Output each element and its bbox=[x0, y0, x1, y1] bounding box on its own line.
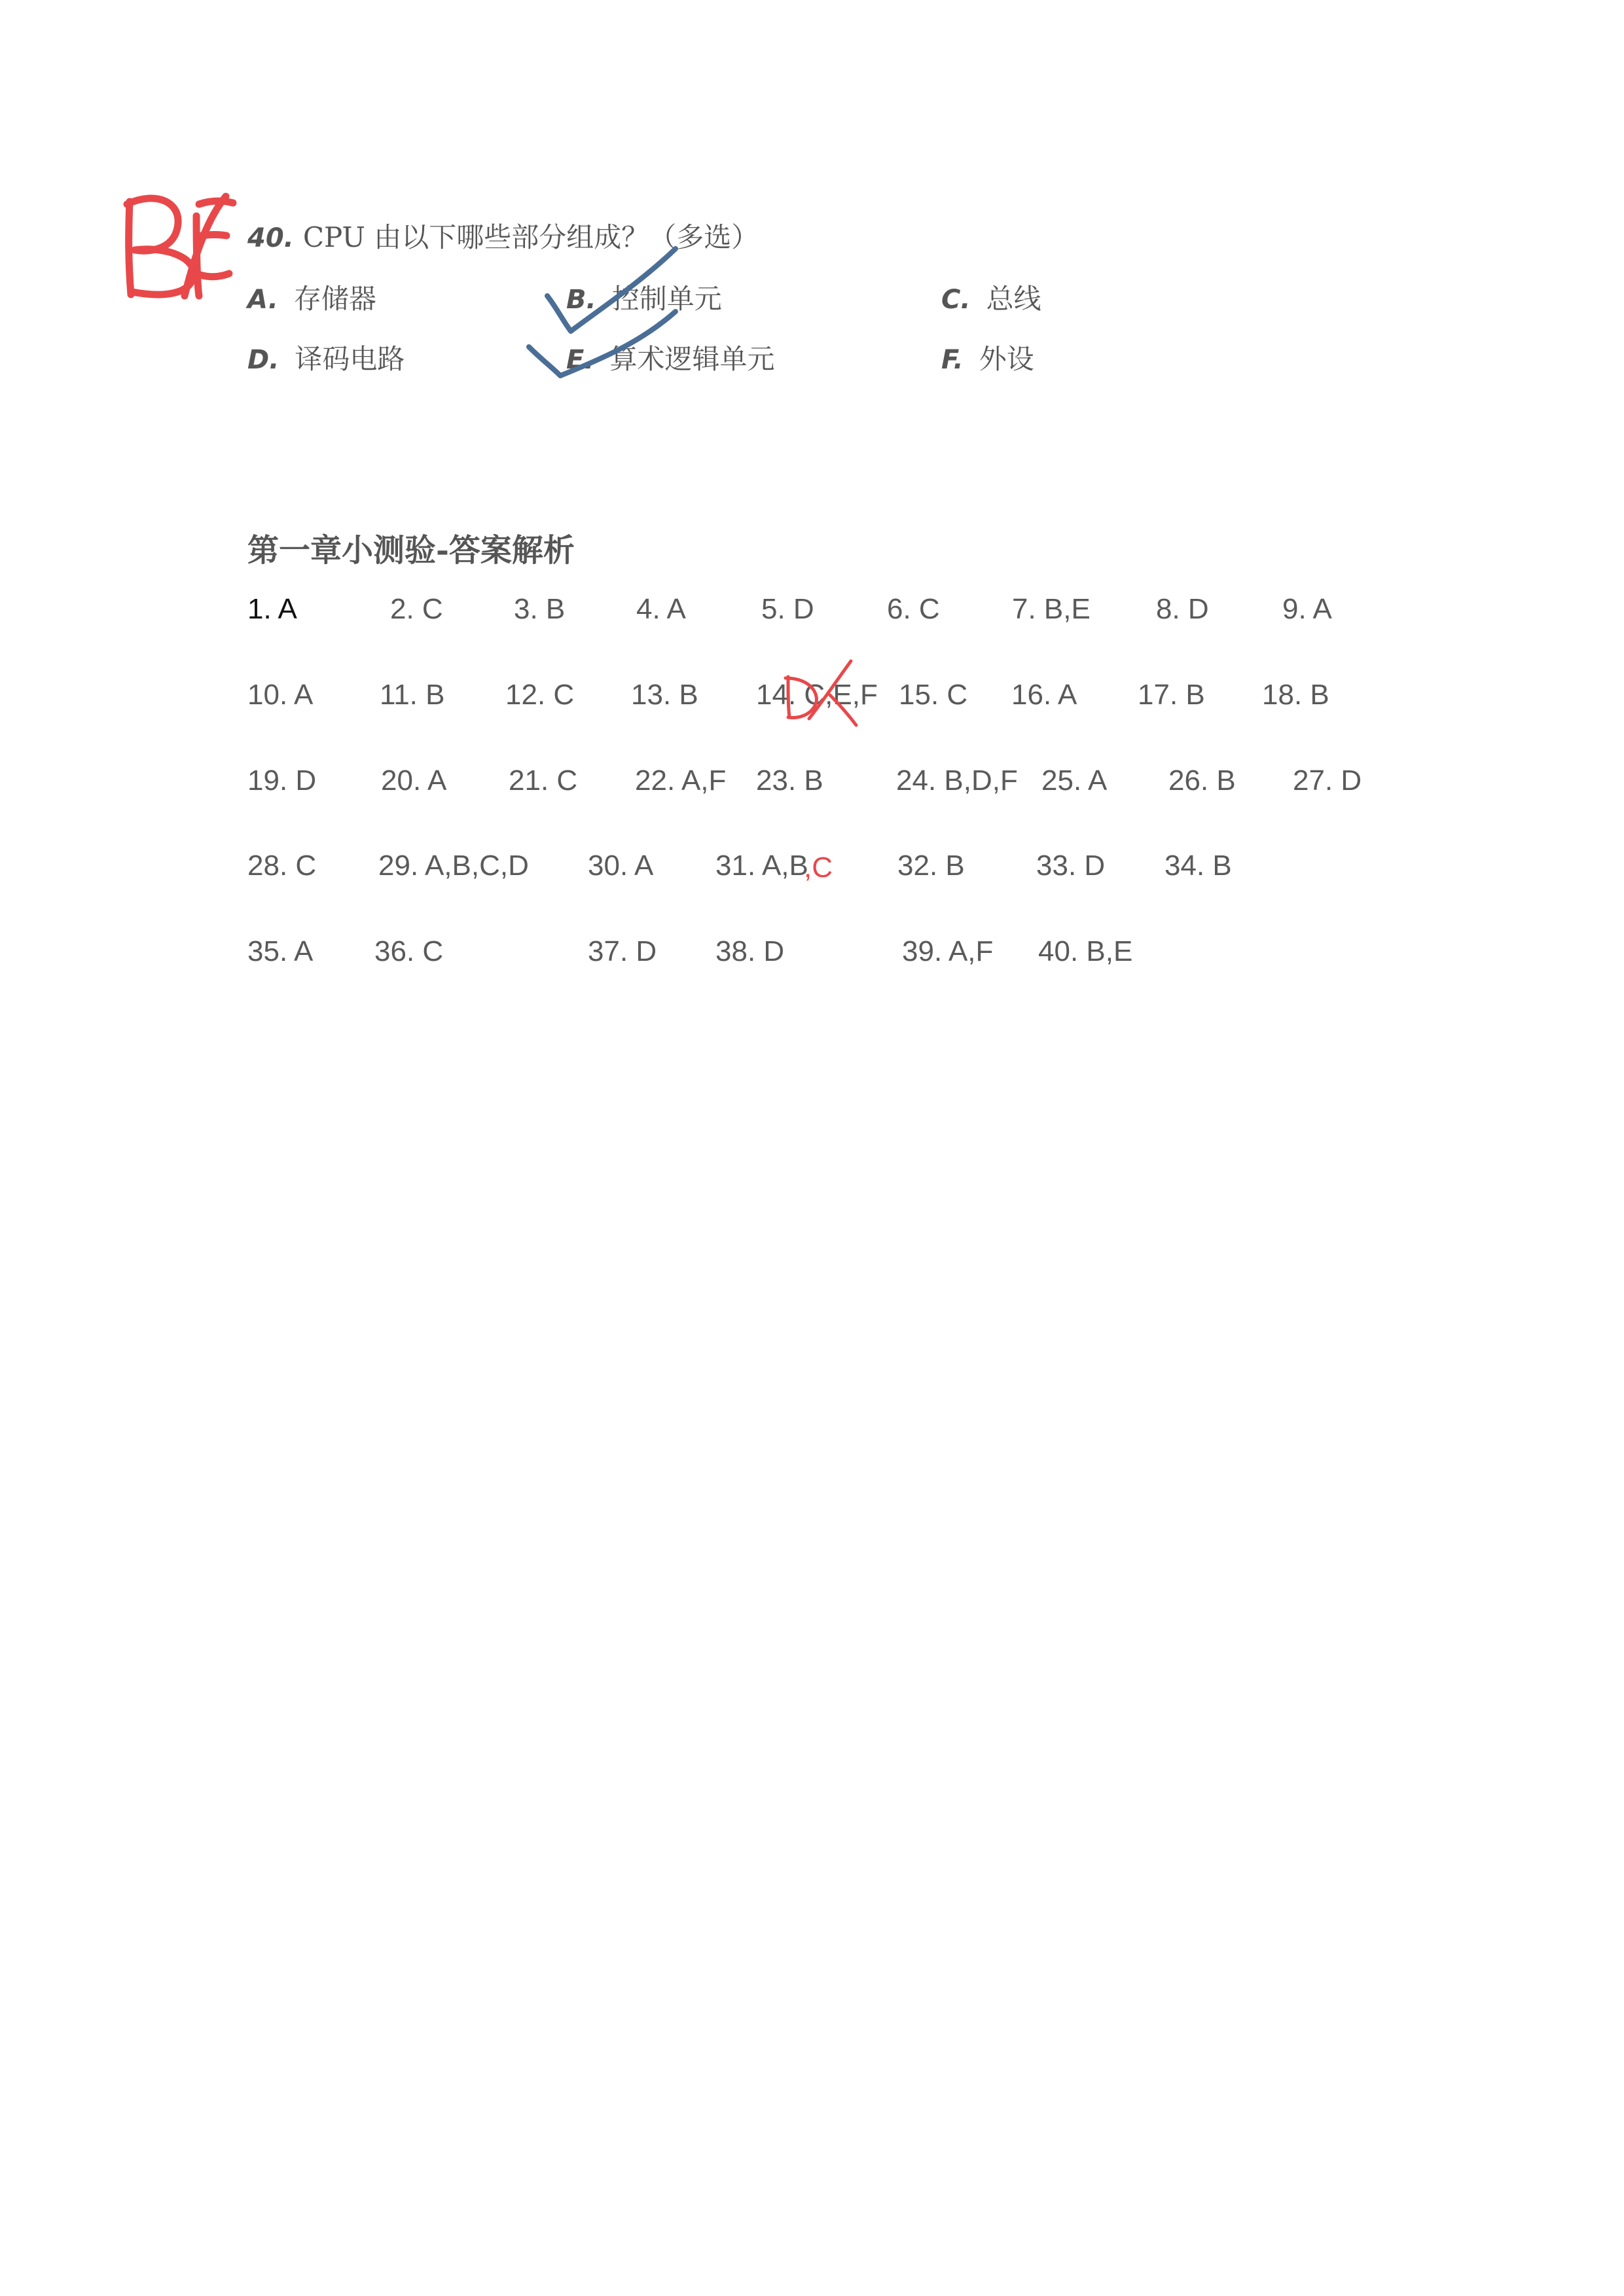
answer-item: 10. A bbox=[247, 679, 314, 711]
answer-item: 25. A bbox=[1041, 764, 1108, 797]
answer-item: 12. C bbox=[505, 679, 575, 711]
answers-heading: 第一章小测验-答案解析 bbox=[247, 532, 575, 569]
answer-item: 29. A,B,C,D bbox=[378, 850, 529, 882]
option-d bbox=[247, 338, 405, 377]
answer-item: 36. C bbox=[374, 935, 444, 967]
option-e bbox=[566, 338, 775, 377]
option-letter: D. bbox=[247, 345, 280, 375]
answer-item: 38. D bbox=[715, 935, 785, 967]
option-letter: F. bbox=[941, 345, 964, 375]
answer-item: 15. C bbox=[899, 679, 968, 711]
option-text: 总线 bbox=[986, 283, 1041, 315]
answer-item: 5. D bbox=[761, 593, 814, 625]
answer-item: 14. C,E,F bbox=[756, 679, 878, 711]
option-letter: C. bbox=[941, 285, 971, 315]
answer-item: 1. A bbox=[247, 593, 297, 625]
answer-item: 20. A bbox=[381, 764, 447, 797]
option-letter: E. bbox=[566, 345, 594, 375]
answer-item: 18. B bbox=[1262, 679, 1329, 711]
handwritten-be-mark bbox=[127, 196, 233, 296]
answer-item: 24. B,D,F bbox=[896, 764, 1018, 797]
answer-item: 11. B bbox=[380, 679, 445, 711]
answer-item: 21. C bbox=[509, 764, 578, 797]
answer-item: 2. C bbox=[390, 593, 443, 625]
answer-item: 6. C bbox=[887, 593, 940, 625]
option-text: 外设 bbox=[979, 343, 1034, 375]
answer-item: 3. B bbox=[514, 593, 566, 625]
answer-item: 8. D bbox=[1156, 593, 1209, 625]
option-letter: A. bbox=[247, 285, 278, 315]
option-text: 译码电路 bbox=[295, 343, 405, 375]
answer-item: 13. B bbox=[631, 679, 698, 711]
option-a bbox=[247, 278, 376, 317]
answer-item: 9. A bbox=[1282, 593, 1332, 625]
option-b bbox=[566, 278, 722, 317]
answer-item: 16. A bbox=[1011, 679, 1077, 711]
answer-item: 28. C bbox=[247, 850, 317, 882]
answer-item: 7. B,E bbox=[1012, 593, 1091, 625]
option-text: 控制单元 bbox=[611, 283, 722, 315]
correction-31: ,C bbox=[804, 852, 833, 884]
answer-item: 4. A bbox=[636, 593, 686, 625]
answer-item: 31. A,B bbox=[715, 850, 808, 882]
answer-item: 32. B bbox=[897, 850, 965, 882]
option-letter: B. bbox=[566, 285, 596, 315]
answer-item: 30. A bbox=[588, 850, 654, 882]
answer-item: 39. A,F bbox=[902, 935, 994, 967]
answer-item: 17. B bbox=[1138, 679, 1205, 711]
answer-item: 33. D bbox=[1036, 850, 1106, 882]
answer-item: 19. D bbox=[247, 764, 317, 797]
answer-item: 35. A bbox=[247, 935, 314, 967]
answer-item: 26. B bbox=[1168, 764, 1236, 797]
answer-item: 23. B bbox=[756, 764, 823, 797]
answer-item: 22. A,F bbox=[635, 764, 727, 797]
option-text: 算术逻辑单元 bbox=[609, 343, 775, 375]
option-c bbox=[941, 278, 1041, 317]
answer-item: 40. B,E bbox=[1038, 935, 1133, 967]
option-f bbox=[941, 338, 1034, 377]
answer-item: 34. B bbox=[1164, 850, 1232, 882]
answer-item: 27. D bbox=[1293, 764, 1362, 797]
question-number: 40. bbox=[247, 223, 294, 253]
question-title bbox=[247, 216, 759, 255]
answer-item: 37. D bbox=[588, 935, 657, 967]
question-text: CPU 由以下哪些部分组成？（多选） bbox=[302, 221, 759, 253]
option-text: 存储器 bbox=[293, 283, 376, 315]
